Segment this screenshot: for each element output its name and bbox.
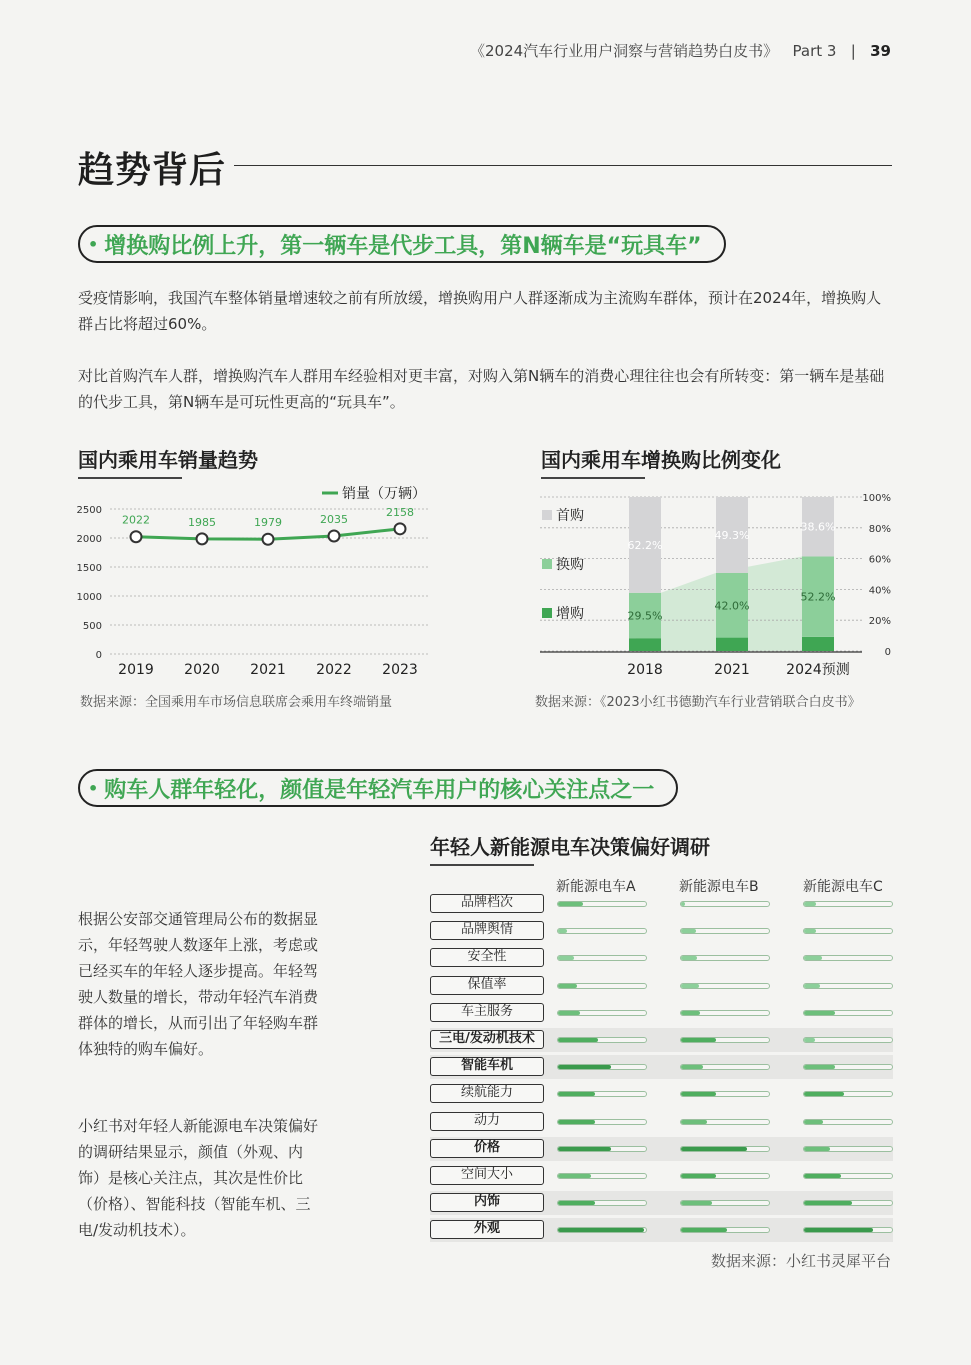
x-tick-label: 2018 [627,662,663,678]
legend-swatch [542,559,552,569]
chart3-source: 数据来源：小红书灵犀平台 [710,1252,891,1270]
preference-bar-fill [681,984,699,988]
preference-bar [557,1037,647,1043]
y-tick-label: 1000 [76,592,102,603]
row-label: 空间大小 [430,1166,544,1185]
preference-bar-fill [804,984,820,988]
preference-bar-fill [681,1065,703,1069]
preference-bar-fill [681,1092,716,1096]
sales-line-chart [70,478,440,683]
row-label: 智能车机 [430,1057,544,1076]
preference-bar [557,1227,647,1233]
preference-row [430,1137,893,1161]
bar-segment [716,638,748,651]
row-label: 品牌舆情 [430,921,544,940]
data-label: 2158 [386,505,414,519]
preference-bar-fill [558,902,583,906]
preference-bar-fill [804,1120,823,1124]
data-point [329,530,340,541]
preference-bar [680,901,770,907]
preference-bar [803,955,893,961]
bar-segment [802,637,834,651]
x-tick-label: 2022 [316,662,352,678]
preference-bar [803,1064,893,1070]
preference-row [430,892,893,916]
preference-row [430,1110,893,1134]
preference-bar [557,901,647,907]
legend-label: 首购 [556,508,584,524]
preference-row [430,1028,893,1052]
preference-bar-fill [804,1147,830,1151]
preference-bar-fill [558,1120,595,1124]
data-point [395,523,406,534]
preference-bar [803,901,893,907]
preference-bar-fill [804,1038,815,1042]
row-label: 保值率 [430,976,544,995]
preference-bar-fill [804,1174,841,1178]
preference-bar [680,1037,770,1043]
row-label: 内饰 [430,1193,544,1212]
pill-text: 增换购比例上升，第一辆车是代步工具，第N辆车是“玩具车” [104,233,702,259]
preference-bar-fill [558,1201,595,1205]
chart2-title-underline [541,477,645,479]
paragraph-2: 对比首购汽车人群，增换购汽车人群用车经验相对更丰富，对购入第N辆车的消费心理往往也会有所转变：第一辆车是基础的代步工具，第N辆车是可玩性更高的“玩具车”。 [78,367,885,411]
preference-bar [680,1146,770,1152]
row-label: 品牌档次 [430,894,544,913]
data-label: 38.6% [800,520,836,534]
x-tick-label: 2024预测 [786,662,850,678]
preference-bar-fill [681,929,696,933]
y-tick-label: 500 [82,621,102,632]
row-label: 续航能力 [430,1084,544,1103]
data-label: 1985 [188,515,216,529]
preference-bar-fill [558,1092,595,1096]
preference-bar [803,1037,893,1043]
preference-bar [557,1200,647,1206]
preference-bar [557,1173,647,1179]
bar-segment [629,638,661,651]
header-separator: | [850,42,856,60]
row-label: 动力 [430,1112,544,1131]
legend-label: 增购 [556,606,584,622]
preference-bar [803,1227,893,1233]
preference-bar [557,955,647,961]
preference-bar-fill [558,1038,598,1042]
part-label: Part 3 [792,42,837,60]
preference-bar-fill [681,1120,707,1124]
preference-bar-fill [558,1011,580,1015]
y-tick-label: 0 [95,650,102,661]
data-label: 49.3% [714,528,750,542]
preference-bar-fill [558,1065,611,1069]
preference-bar [680,1227,770,1233]
preference-bar [680,1119,770,1125]
preference-bar [557,1146,647,1152]
preference-bar [680,1010,770,1016]
preference-bar-fill [558,984,577,988]
preference-row [430,1218,893,1242]
y-tick-label: 1500 [76,563,102,574]
page-header [470,40,891,61]
preference-bar-fill [804,902,816,906]
column-header: 新能源电车C [803,879,883,895]
x-tick-label: 2021 [714,662,750,678]
preference-bar [803,1146,893,1152]
row-label: 三电/发动机技术 [430,1030,544,1049]
row-label: 外观 [430,1220,544,1239]
preference-bar [557,1091,647,1097]
preference-row [430,1055,893,1079]
data-point [197,533,208,544]
preference-bar-fill [558,1228,644,1232]
preference-row [430,1001,893,1025]
preference-bar [803,1173,893,1179]
preference-row [430,1082,893,1106]
preference-bar-fill [558,1174,591,1178]
preference-bar [680,955,770,961]
preference-bar [680,1091,770,1097]
data-label: 62.2% [627,538,663,552]
replacement-ratio-chart [535,483,900,683]
column-header: 新能源电车A [556,879,636,895]
x-tick-label: 2019 [118,662,154,678]
preference-bar-fill [681,902,685,906]
preference-bar [803,983,893,989]
preference-bar [803,1091,893,1097]
data-label: 2022 [122,513,150,527]
data-label: 42.0% [714,599,750,613]
chart3-title: 年轻人新能源电车决策偏好调研 [430,835,710,859]
row-label: 价格 [430,1139,544,1158]
preference-bar [557,1010,647,1016]
y-tick-label: 2500 [76,505,102,516]
preference-bar-fill [804,1065,835,1069]
preference-row [430,1164,893,1188]
pill-bullet: • [88,234,99,254]
preference-bar-fill [804,1092,844,1096]
x-tick-label: 2021 [250,662,286,678]
y-tick-label: 20% [868,616,891,628]
preference-bar-fill [804,1228,873,1232]
chart1-title: 国内乘用车销量趋势 [78,448,258,472]
y-tick-label: 0 [884,647,891,658]
title-divider [234,165,892,166]
legend-swatch [542,510,552,520]
preference-row [430,1191,893,1215]
preference-bar-fill [804,1011,835,1015]
pill-text: 购车人群年轻化，颜值是年轻汽车用户的核心关注点之一 [104,777,655,803]
y-tick-label: 40% [868,585,891,597]
preference-row [430,919,893,943]
row-label: 安全性 [430,948,544,967]
preference-bar [680,928,770,934]
preference-bar [557,1119,647,1125]
x-tick-label: 2020 [184,662,220,678]
preference-bar-fill [681,1174,716,1178]
preference-bar-fill [681,1201,712,1205]
preference-bar-fill [681,1147,747,1151]
data-label: 52.2% [800,590,836,604]
preference-bar-fill [804,929,816,933]
preference-bar [680,1200,770,1206]
report-title: 《2024汽车行业用户洞察与营销趋势白皮书》 [470,42,779,60]
x-tick-label: 2023 [382,662,418,678]
chart2-title: 国内乘用车增换购比例变化 [541,448,781,472]
data-point [263,534,274,545]
preference-bar-fill [681,956,697,960]
preference-bar [803,1200,893,1206]
paragraph-4: 小红书对年轻人新能源电车决策偏好的调研结果显示，颜值（外观、内饰）是核心关注点，其次是性价比（价格）、智能科技（智能车机、三电/发动机技术）。 [78,1117,319,1239]
preference-bar-fill [804,956,822,960]
preference-bar-fill [558,956,574,960]
legend-label: 换购 [556,557,584,573]
chart3-title-underline [430,864,534,866]
data-label: 2035 [320,512,348,526]
chart1-source: 数据来源：全国乘用车市场信息联席会乘用车终端销量 [80,695,393,710]
preference-bar-fill [558,1147,611,1151]
data-point [131,531,142,542]
row-label: 车主服务 [430,1003,544,1022]
y-tick-label: 60% [868,554,891,566]
y-tick-label: 80% [868,523,891,535]
preference-bar-fill [681,1011,700,1015]
preference-row [430,946,893,970]
section-pill-1 [78,225,726,263]
column-header: 新能源电车B [679,879,759,895]
preference-bar [680,983,770,989]
paragraph-3: 根据公安部交通管理局公布的数据显示，年轻驾驶人数逐年上涨，考虑或已经买车的年轻人逐步提高。年轻驾驶人数量的增长，带动年轻汽车消费群体的增长，从而引出了年轻购车群体独特的购车偏好。 [78,910,319,1058]
preference-row [430,974,893,998]
preference-bar [803,1119,893,1125]
legend-label: 销量（万辆） [342,486,426,502]
preference-bar-fill [681,1038,716,1042]
data-label: 29.5% [627,609,663,623]
chart2-source: 数据来源：《2023小红书德勤汽车行业营销联合白皮书》 [535,695,861,710]
y-tick-label: 100% [862,493,891,504]
legend-swatch [542,608,552,618]
preference-bar [803,928,893,934]
page-number: 39 [870,42,891,60]
section-title: 趋势背后 [78,150,227,191]
section-pill-2 [78,769,678,807]
preference-bar-fill [681,1228,727,1232]
preference-bar [680,1173,770,1179]
preference-bar-fill [558,929,567,933]
paragraph-1: 受疫情影响，我国汽车整体销量增速较之前有所放缓，增换购用户人群逐渐成为主流购车群体，预计在2024年，增换购人群占比将超过60%。 [78,289,882,333]
data-label: 1979 [254,516,282,530]
preference-bar [680,1064,770,1070]
preference-bar [557,983,647,989]
y-tick-label: 2000 [76,534,102,545]
pill-bullet: • [88,778,99,798]
preference-bar [557,928,647,934]
preference-bar-fill [804,1201,852,1205]
preference-bar [803,1010,893,1016]
preference-bar [557,1064,647,1070]
